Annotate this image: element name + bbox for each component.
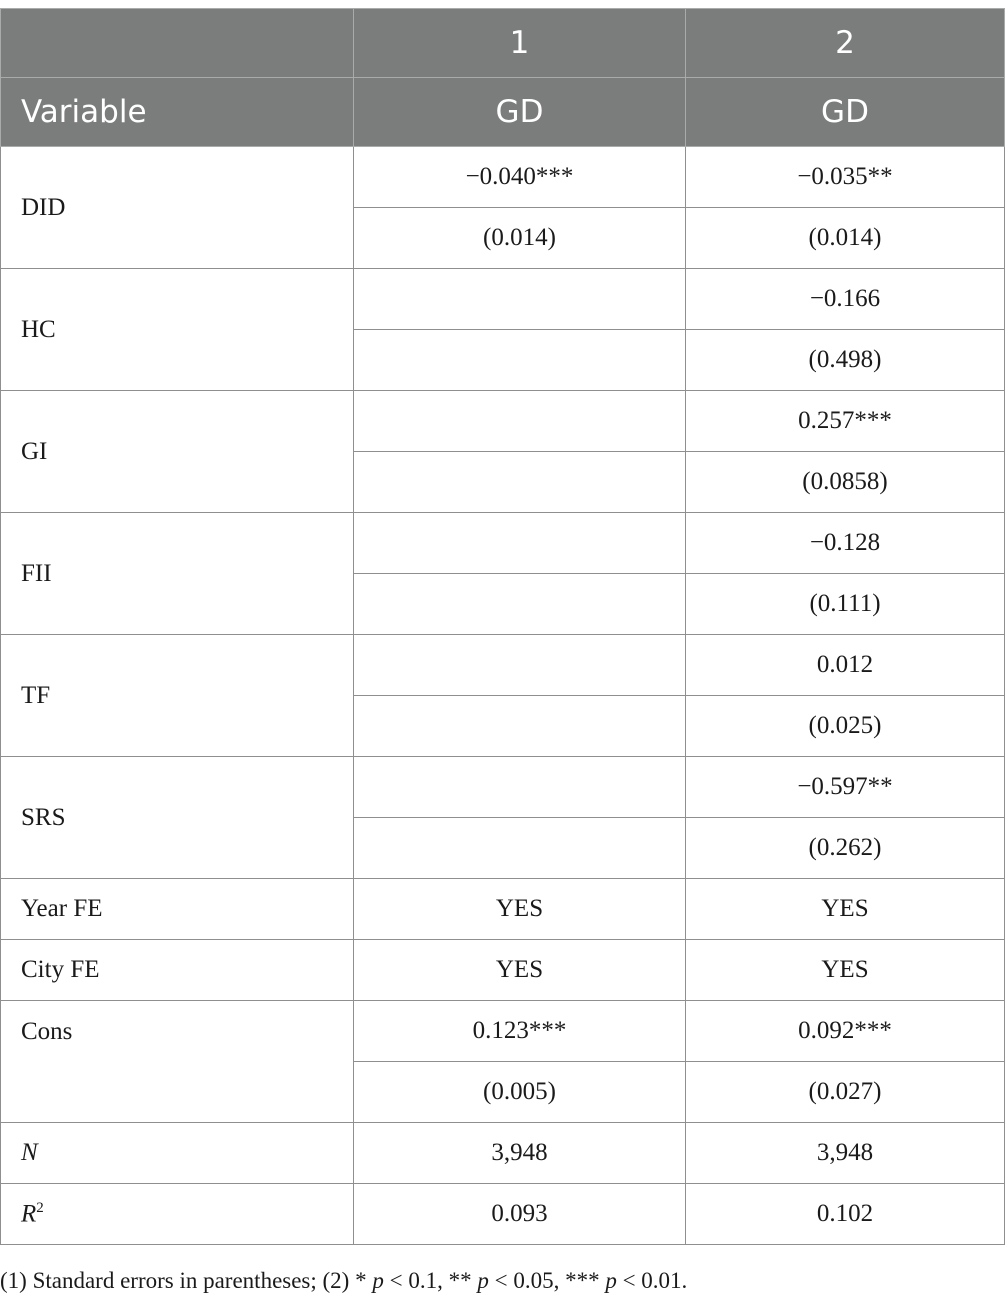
se-cell	[354, 452, 686, 513]
se-cell	[354, 696, 686, 757]
row-label-r-squared	[1, 1184, 354, 1245]
table-row	[1, 940, 1005, 1001]
table-row	[1, 635, 1005, 696]
row-label-tf: TF	[1, 635, 354, 757]
row-label-gi: GI	[1, 391, 354, 513]
table-header	[1, 9, 1005, 147]
table-row	[1, 879, 1005, 940]
coef-cell: −0.166	[686, 269, 1005, 330]
value-cell: YES	[354, 879, 686, 940]
row-label-did: DID	[1, 147, 354, 269]
se-cell: (0.498)	[686, 330, 1005, 391]
value-cell: YES	[686, 879, 1005, 940]
header-model-1: 1	[354, 9, 686, 78]
se-cell: (0.014)	[354, 208, 686, 269]
table-row	[1, 513, 1005, 574]
footnote-threshold-2: < 0.05, ***	[488, 1268, 606, 1293]
header-model-2: 2	[686, 9, 1005, 78]
table-footnote	[0, 1268, 1005, 1294]
footnote-threshold-3: < 0.01.	[616, 1268, 688, 1293]
coef-cell: −0.597**	[686, 757, 1005, 818]
table-row	[1, 269, 1005, 330]
se-cell: (0.005)	[354, 1062, 686, 1123]
coef-cell: 0.012	[686, 635, 1005, 696]
row-label-fii: FII	[1, 513, 354, 635]
se-cell	[354, 818, 686, 879]
value-cell: 3,948	[354, 1123, 686, 1184]
header-dependent-1: GD	[354, 78, 686, 147]
footnote-p: p	[477, 1268, 489, 1293]
se-cell	[354, 330, 686, 391]
header-empty-cell	[1, 9, 354, 78]
row-label-city-fe: City FE	[1, 940, 354, 1001]
se-cell: (0.014)	[686, 208, 1005, 269]
coef-cell	[354, 635, 686, 696]
table-row	[1, 1001, 1005, 1062]
r-letter: R	[21, 1200, 37, 1228]
coef-cell: −0.128	[686, 513, 1005, 574]
se-cell: (0.262)	[686, 818, 1005, 879]
footnote-threshold-1: < 0.1, **	[383, 1268, 478, 1293]
coef-cell: −0.035**	[686, 147, 1005, 208]
row-label-cons: Cons	[1, 1001, 354, 1123]
coef-cell	[354, 391, 686, 452]
row-label-year-fe: Year FE	[1, 879, 354, 940]
se-cell: (0.027)	[686, 1062, 1005, 1123]
row-label-hc: HC	[1, 269, 354, 391]
coef-cell: 0.123***	[354, 1001, 686, 1062]
table-row	[1, 1184, 1005, 1245]
coef-cell	[354, 757, 686, 818]
coef-cell	[354, 269, 686, 330]
regression-table	[0, 8, 1005, 1245]
se-cell: (0.0858)	[686, 452, 1005, 513]
header-dependent-2: GD	[686, 78, 1005, 147]
row-label-srs: SRS	[1, 757, 354, 879]
value-cell: 0.093	[354, 1184, 686, 1245]
se-cell: (0.025)	[686, 696, 1005, 757]
table-row	[1, 757, 1005, 818]
table-row	[1, 147, 1005, 208]
footnote-p: p	[372, 1268, 384, 1293]
coef-cell: 0.092***	[686, 1001, 1005, 1062]
r-superscript: 2	[36, 1199, 44, 1216]
value-cell: 3,948	[686, 1123, 1005, 1184]
header-row-variables	[1, 78, 1005, 147]
value-cell: YES	[354, 940, 686, 1001]
footnote-prefix: (1) Standard errors in parentheses; (2) *	[0, 1268, 373, 1293]
se-cell: (0.111)	[686, 574, 1005, 635]
row-label-n: N	[1, 1123, 354, 1184]
table-row	[1, 391, 1005, 452]
table-row	[1, 1123, 1005, 1184]
coef-cell: −0.040***	[354, 147, 686, 208]
se-cell	[354, 574, 686, 635]
value-cell: YES	[686, 940, 1005, 1001]
coef-cell	[354, 513, 686, 574]
value-cell: 0.102	[686, 1184, 1005, 1245]
header-variable: Variable	[1, 78, 354, 147]
coef-cell: 0.257***	[686, 391, 1005, 452]
header-row-model-numbers	[1, 9, 1005, 78]
footnote-p: p	[605, 1268, 617, 1293]
